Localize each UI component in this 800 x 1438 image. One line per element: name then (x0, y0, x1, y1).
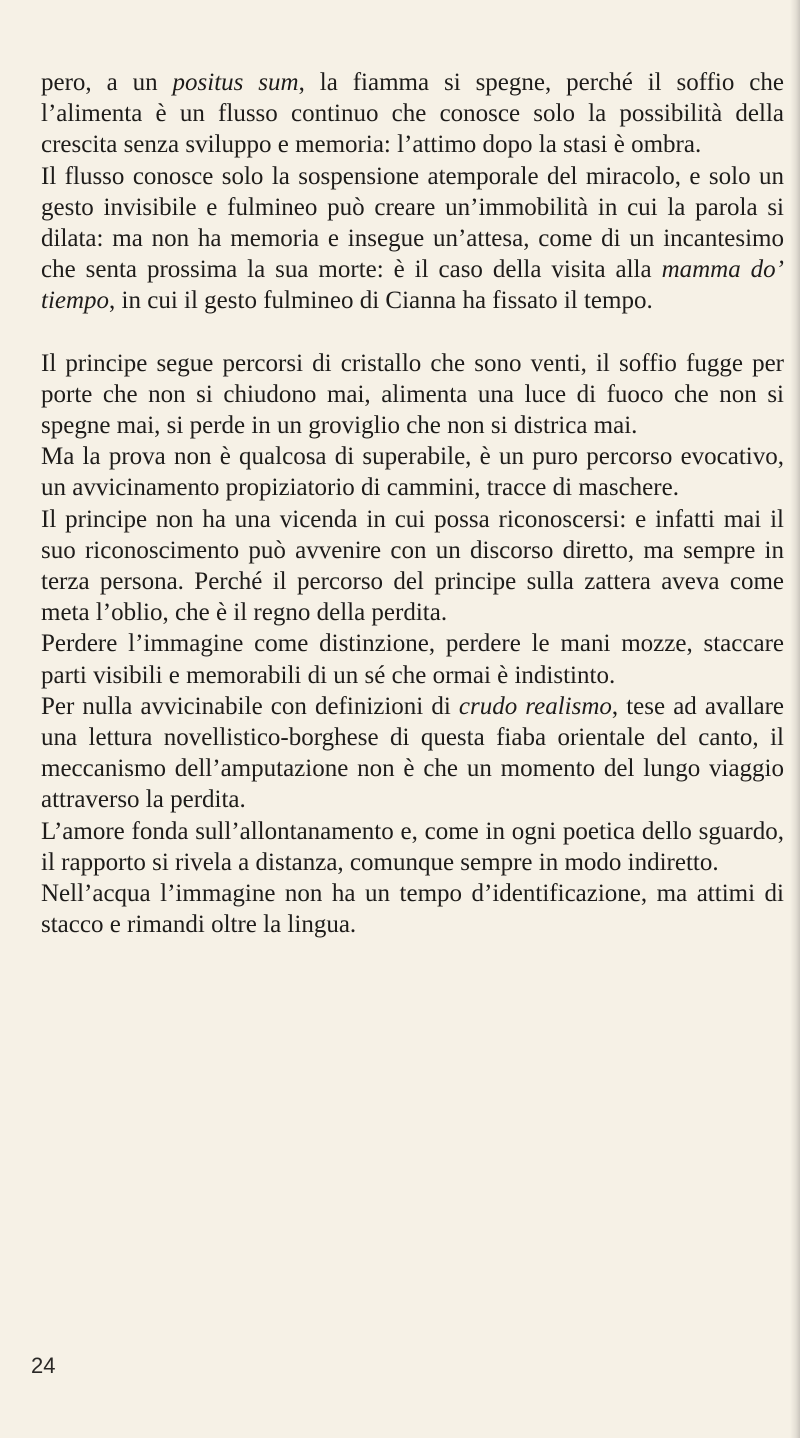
text-run: Nell’acqua l’immagine non ha un tempo d’identificazione, ma attimi di stacco e rimandi oltre la lingua. (41, 880, 784, 939)
italic-phrase: positus sum (172, 69, 299, 96)
text-run: Per nulla avvicinabile con definizioni di (41, 692, 459, 720)
paragraph (41, 161, 784, 317)
text-run: Il principe non ha una vicenda in cui possa riconoscersi: e infatti mai il suo riconoscimento può avvenire con un discorso diretto, ma sempre in terza persona. Perché il percorso del principe sulla zattera aveva come meta l’oblio, che è il regno della perdita. (41, 505, 784, 627)
paragraph (41, 628, 784, 690)
text-run: Il principe segue percorsi di cristallo che sono venti, il soffio fugge per porte che non si chiudono mai, alimenta una luce di fuoco che non si spegne mai, si perde in un groviglio che non si districa mai. (41, 349, 784, 440)
paragraph (41, 348, 784, 442)
page-edge-shadow (790, 0, 800, 1438)
paragraph (41, 878, 784, 940)
text-run: pero, a un (41, 69, 173, 96)
text-run: L’amore fonda sull’allontanamento e, come in ogni poetica dello sguardo, il rapporto si rivela a distanza, comunque sempre in modo indiretto. (41, 817, 784, 876)
page-number: 24 (31, 1353, 56, 1378)
text-run: Perdere l’immagine come distinzione, perdere le mani mozze, staccare parti visibili e memorabili di un sé che ormai è indistinto. (41, 630, 784, 689)
italic-phrase: mamma do’ tiempo (41, 256, 784, 315)
paragraph (41, 691, 784, 816)
text-run: , la fiamma si spegne, perché il soffio che l’alimenta è un flusso continuo che conosce solo la possibilità della crescita senza sviluppo e memoria: l’attimo dopo la stasi è ombra. (41, 69, 784, 159)
paragraph (41, 504, 784, 629)
text-run: Il flusso conosce solo la sospensione atemporale del miracolo, e solo un gesto invisibile e fulmineo può creare un’immobilità in cui la parola si dilata: ma non ha memoria e insegue un’attesa, come di un incantesimo che senta prossima la sua morte: è il caso della visita alla (41, 162, 784, 284)
body-text (41, 67, 784, 940)
paragraph (41, 816, 784, 878)
paragraph (41, 67, 784, 161)
text-run: Ma la prova non è qualcosa di superabile, è un puro percorso evocativo, un avvicinamento propiziatorio di cammini, tracce di maschere. (41, 443, 784, 502)
text-run: , tese ad avallare una lettura novellistico-borghese di questa fiaba orientale del canto, il meccanismo dell’amputazione non è che un momento del lungo viaggio attraverso la perdita. (41, 692, 784, 814)
italic-phrase: crudo realismo (458, 692, 612, 720)
text-run: , in cui il gesto fulmineo di Cianna ha fissato il tempo. (109, 287, 653, 315)
paragraph (41, 441, 784, 503)
